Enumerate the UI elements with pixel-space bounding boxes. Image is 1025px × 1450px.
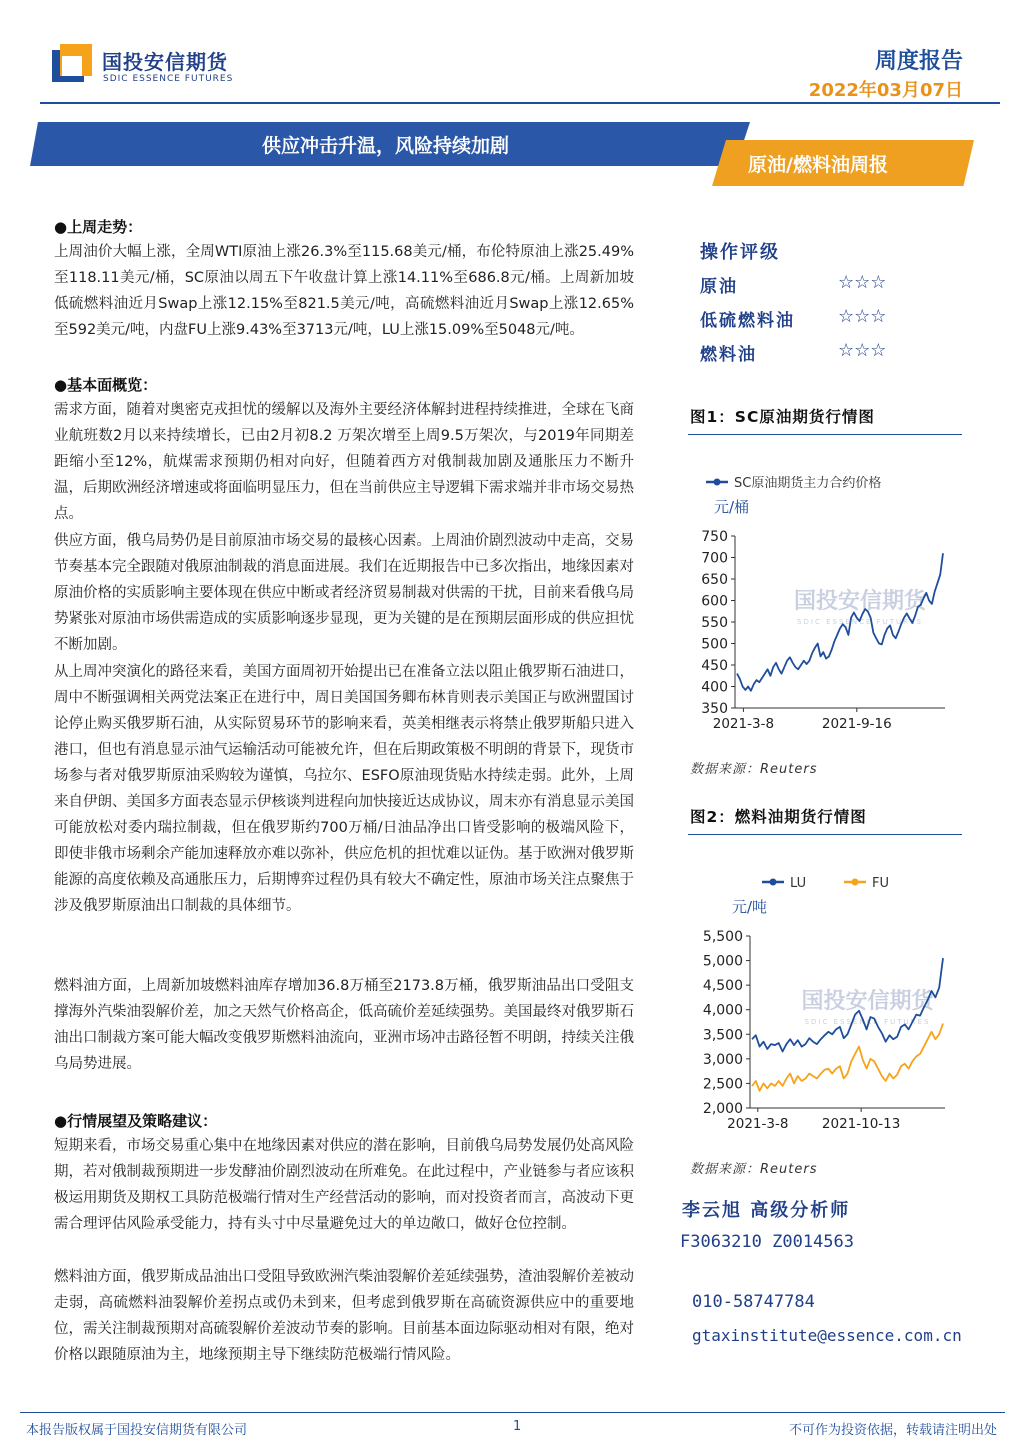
x-tick-label: 2021-3-8: [712, 716, 775, 732]
footer-copyright: 本报告版权属于国投安信期货有限公司: [26, 1423, 248, 1438]
section-heading-last-week: ●上周走势：: [54, 218, 143, 236]
y-tick-label: 600: [701, 593, 728, 610]
figure-2-title: 图2：燃料油期货行情图: [690, 808, 867, 826]
y-tick-label: 700: [701, 550, 728, 567]
header-divider: [40, 102, 1000, 104]
legend-label: FU: [872, 876, 889, 891]
watermark-en: SDIC ESSENCE FUTURES: [804, 1018, 931, 1027]
y-tick-label: 550: [701, 615, 728, 631]
y-tick-label: 450: [701, 658, 728, 674]
paragraph-fuel-oil: 燃料油方面，上周新加坡燃料油库存增加36.8万桶至2173.8万桶，俄罗斯油品出口受阻支撑海外汽柴油裂解价差，加之天然气价格高企，低高硫价差延续强势。美国最终对俄罗斯石油出口制裁方案可能大幅改变俄罗斯燃料油流向，亚洲市场冲击路径暂不明朗，持续关注俄乌局势进展。: [54, 978, 634, 1072]
rating-stars: ☆☆☆: [838, 272, 887, 293]
x-tick-label: 2021-10-13: [821, 1116, 901, 1132]
y-tick-label: 500: [701, 636, 728, 653]
y-tick-label: 5,500: [702, 929, 743, 945]
y-tick-label: 4,000: [702, 1002, 743, 1019]
report-subtitle: 原油/燃料油周报: [748, 154, 888, 176]
rating-title: 操作评级: [700, 242, 780, 263]
report-date: 2022年03月07日: [808, 80, 963, 101]
y-tick-label: 350: [701, 701, 728, 717]
y-tick-label: 400: [701, 679, 728, 696]
y-axis-unit: 元/吨: [732, 898, 768, 916]
y-tick-label: 650: [701, 572, 728, 588]
legend-marker: [770, 879, 777, 886]
rating-stars: ☆☆☆: [838, 306, 887, 327]
page-number: 1: [513, 1419, 522, 1434]
figure-1-source: 数据来源：Reuters: [690, 762, 818, 777]
logo-mark-icon: [52, 44, 92, 84]
y-tick-label: 4,500: [702, 978, 743, 995]
x-tick-label: 2021-9-16: [821, 716, 892, 732]
paragraph-outlook-fuel: 燃料油方面，俄罗斯成品油出口受阻导致欧洲汽柴油裂解价差延续强势，渣油裂解价差被动走弱，高硫燃料油裂解价差拐点或仍未到来，但考虑到俄罗斯在高硫资源供应中的重要地位，需关注制裁预期对高硫裂解价差波动节奏的影响。目前基本面边际驱动相对有限，绝对价格以跟随原油为主，地缘预期主导下继续防范极端行情风险。: [54, 1269, 634, 1363]
company-logo: [52, 40, 242, 90]
paragraph-outlook-short: 短期来看，市场交易重心集中在地缘因素对供应的潜在影响，目前俄乌局势发展仍处高风险期，若对俄制裁预期进一步发酵油价剧烈波动在所难免。在此过程中，产业链参与者应该积极运用期货及期权工具防范极端行情对生产经营活动的影响，而对投资者而言，高波动下更需合理评估风险承受能力，持有头寸中尽量避免过大的单边敞口，做好仓位控制。: [54, 1138, 634, 1232]
rating-item-name: 燃料油: [700, 345, 757, 365]
figure-1-title: 图1：SC原油期货行情图: [690, 408, 875, 426]
chart-sc-crude-svg: [690, 462, 970, 742]
watermark-en: SDIC ESSENCE FUTURES: [797, 618, 923, 627]
report-type: 周度报告: [874, 49, 963, 74]
y-tick-label: 3,000: [702, 1051, 743, 1068]
watermark-cn: 国投安信期货: [793, 589, 927, 615]
legend-marker: [852, 879, 859, 886]
y-tick-label: 3,500: [702, 1027, 743, 1044]
rating-stars: ☆☆☆: [838, 340, 887, 361]
y-tick-label: 2,000: [702, 1101, 743, 1117]
watermark-cn: 国投安信期货: [801, 989, 934, 1015]
analyst-cert: F3063210 Z0014563: [680, 1232, 854, 1252]
figure-2-source: 数据来源：Reuters: [690, 1162, 818, 1177]
x-tick-label: 2021-3-8: [727, 1116, 789, 1132]
y-tick-label: 750: [701, 529, 728, 545]
y-tick-label: 2,500: [702, 1076, 743, 1093]
figure-1-divider: [688, 434, 962, 435]
legend-label: SC原油期货主力合约价格: [734, 476, 882, 491]
analyst-email[interactable]: gtaxinstitute@essence.com.cn: [692, 1326, 962, 1345]
chart-fuel-oil: [690, 862, 970, 1142]
figure-2-divider: [688, 834, 962, 835]
company-name-en: SDIC ESSENCE FUTURES: [103, 74, 234, 84]
legend-marker: [714, 479, 721, 486]
rating-row: [700, 340, 940, 365]
analyst-phone: 010-58747784: [692, 1292, 815, 1312]
y-tick-label: 5,000: [702, 953, 743, 970]
y-axis-unit: 元/桶: [714, 498, 750, 516]
chart-sc-crude: [690, 462, 970, 742]
section-heading-fundamentals: ●基本面概览：: [54, 376, 158, 394]
footer-divider: [20, 1412, 1005, 1413]
section-heading-outlook: ●行情展望及策略建议：: [54, 1112, 218, 1130]
paragraph-supply: 供应方面，俄乌局势仍是目前原油市场交易的最核心因素。上周油价剧烈波动中走高，交易节奏基本完全跟随对俄原油制裁的消息面进展。我们在近期报告中已多次指出，地缘因素对原油价格的实质影响主要体现在供应中断或者经济贸易制裁对供需的干扰，目前来看俄乌局势紧张对原油市场供需造成的实质影响逐步显现，更为关键的是在预期层面形成的供应担忧不断加剧。: [54, 533, 634, 653]
legend-label: LU: [790, 876, 807, 891]
chart-fuel-oil-svg: [690, 862, 970, 1142]
rating-item-name: 原油: [700, 277, 738, 297]
rating-row: [700, 306, 940, 331]
paragraph-last-week: 上周油价大幅上涨，全周WTI原油上涨26.3%至115.68美元/桶，布伦特原油上涨25.49%至118.11美元/桶，SC原油以周五下午收盘计算上涨14.11%至686.8元/桶。上周新加坡低硫燃料油近月Swap上涨12.15%至821.5美元/吨，高硫燃料油近月Swap上涨12.65%至592美元/吨，内盘FU上涨9.43%至3713元/吨，LU上涨15.09%至5048元/吨。: [54, 244, 634, 338]
company-name-cn: 国投安信期货: [102, 50, 228, 74]
paragraph-conflict: 从上周冲突演化的路径来看，美国方面周初开始提出已在准备立法以阻止俄罗斯石油进口，周中不断强调相关两党法案正在进行中，周日美国国务卿布林肯则表示美国正与欧洲盟国讨论停止购买俄罗斯石油，从实际贸易环节的影响来看，英美相继表示将禁止俄罗斯船只进入港口，但也有消息显示油气运输活动可能被允许，但在后期政策极不明朗的背景下，现货市场参与者对俄罗斯原油采购较为谨慎，乌拉尔、ESFO原油现货贴水持续走弱。此外，上周来自伊朗、美国多方面表态显示伊核谈判进程向加快接近达成协议，周末亦有消息显示美国可能放松对委内瑞拉制裁，但在俄罗斯约700万桶/日油品净出口皆受影响的极端风险下，即使非俄市场剩余产能加速释放亦难以弥补，供应危机的担忧难以证伪。基于欧洲对俄罗斯能源的高度依赖及高通胀压力，后期博弈过程仍具有较大不确定性，原油市场关注点聚焦于涉及俄罗斯原油出口制裁的具体细节。: [54, 664, 634, 914]
rating-item-name: 低硫燃料油: [700, 311, 795, 331]
report-title: 供应冲击升温，风险持续加剧: [262, 135, 510, 157]
rating-row: [700, 272, 940, 297]
paragraph-demand: 需求方面，随着对奥密克戎担忧的缓解以及海外主要经济体解封进程持续推进，全球在飞商业航班数2月以来持续增长，已由2月初8.2 万架次增至上周9.5万架次，与2019年同期差距缩小至12%，航煤需求预期仍相对向好，但随着西方对俄制裁加剧及通胀压力不断升温，后期欧洲经济增速或将面临明显压力，但在当前供应主导逻辑下需求端并非市场交易热点。: [54, 402, 634, 522]
analyst-name: 李云旭 高级分析师: [682, 1200, 851, 1221]
footer-disclaimer: 不可作为投资依据，转载请注明出处: [788, 1423, 997, 1438]
